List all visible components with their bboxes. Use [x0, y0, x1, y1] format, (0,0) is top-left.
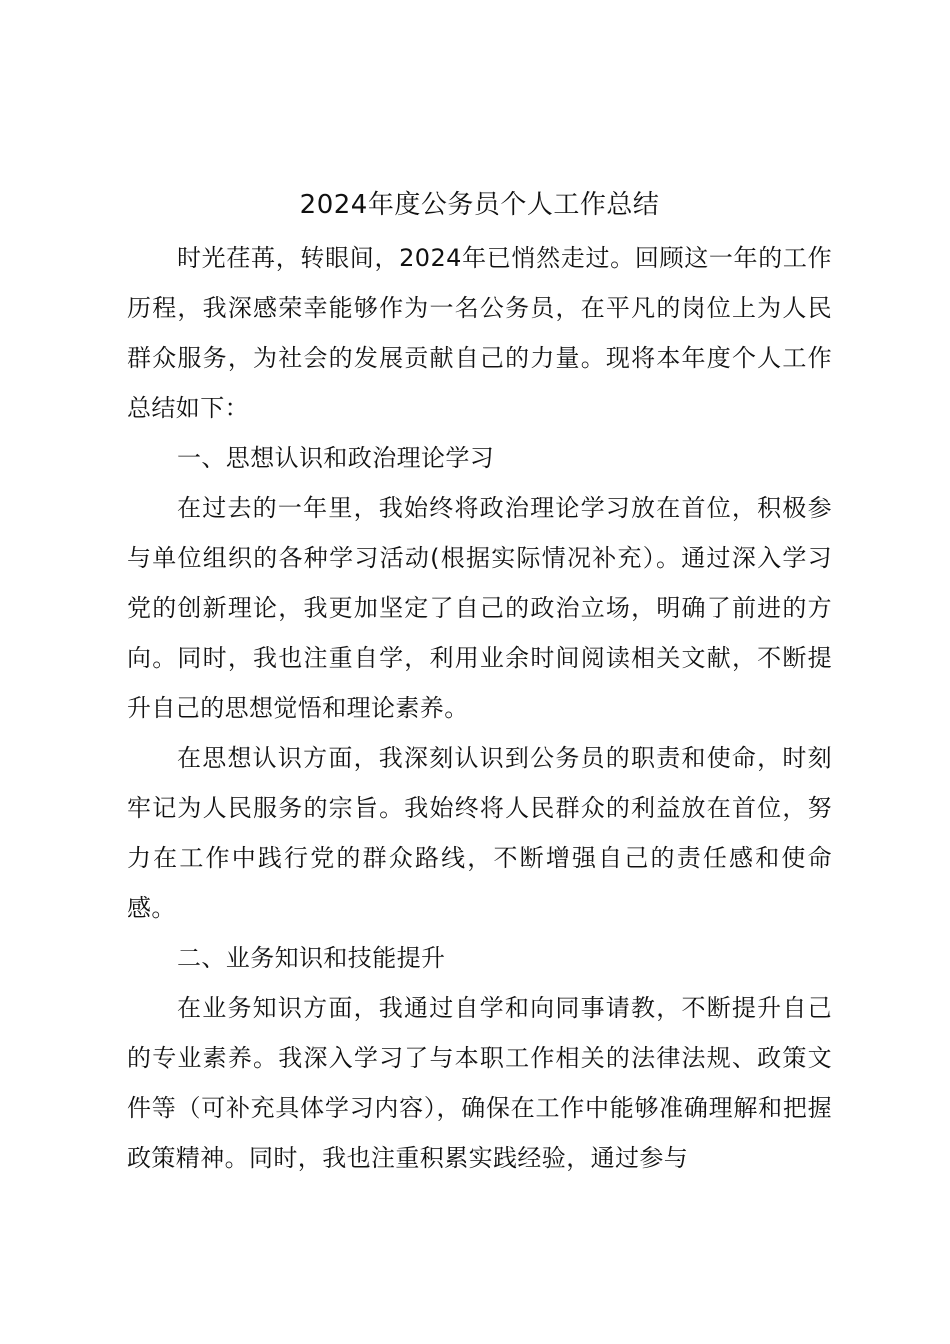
section1-paragraph-1: 在过去的一年里，我始终将政治理论学习放在首位，积极参与单位组织的各种学习活动(根据实际情况补充）。通过深入学习党的创新理论，我更加坚定了自己的政治立场，明确了前进的方向。同时，我也注重自学，利用业余时间阅读相关文献，不断提升自己的思想觉悟和理论素养。	[127, 494, 832, 722]
section1-paragraph-2: 在思想认识方面，我深刻认识到公务员的职责和使命，时刻牢记为人民服务的宗旨。我始终将人民群众的利益放在首位，努力在工作中践行党的群众路线，不断增强自己的责任感和使命感。	[127, 744, 832, 922]
intro-paragraph: 时光荏苒，转眼间，2024年已悄然走过。回顾这一年的工作历程，我深感荣幸能够作为一名公务员，在平凡的岗位上为人民群众服务，为社会的发展贡献自己的力量。现将本年度个人工作总结如下：	[127, 244, 832, 422]
section-heading-1: 一、思想认识和政治理论学习	[177, 444, 495, 472]
section-heading-2: 二、业务知识和技能提升	[177, 944, 446, 972]
document-page	[127, 183, 832, 1183]
section2-paragraph-1: 在业务知识方面，我通过自学和向同事请教，不断提升自己的专业素养。我深入学习了与本职工作相关的法律法规、政策文件等（可补充具体学习内容），确保在工作中能够准确理解和把握政策精神。同时，我也注重积累实践经验，通过参与	[127, 994, 832, 1172]
document-title: 2024年度公务员个人工作总结	[299, 190, 660, 220]
